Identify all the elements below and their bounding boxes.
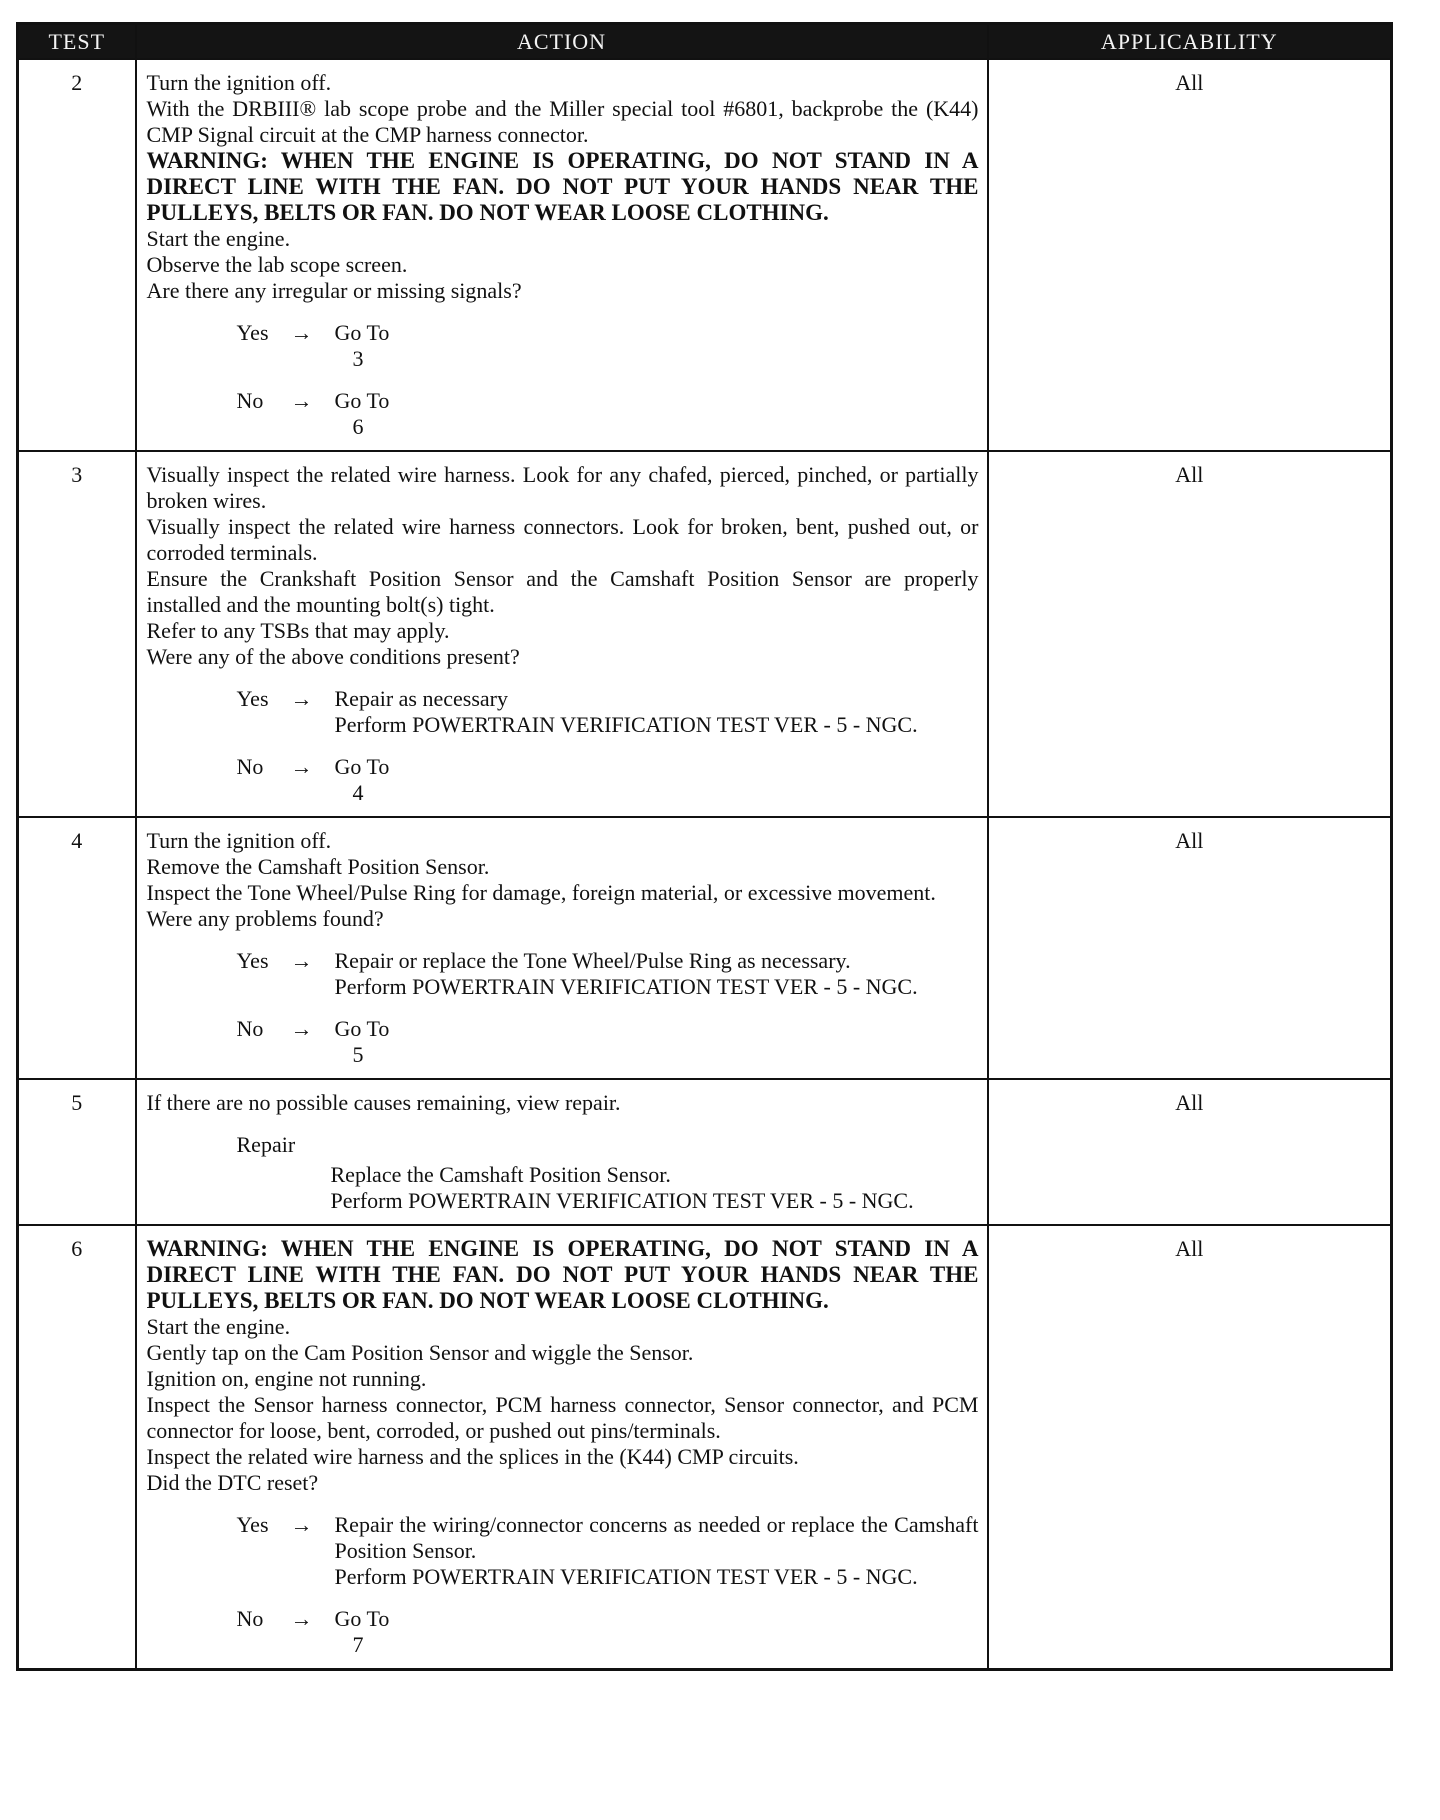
- action-step: Ensure the Crankshaft Position Sensor and the Camshaft Position Sensor are properly installed and the mounting bolt(s) tight.: [146, 566, 979, 617]
- goto-result: [335, 388, 979, 440]
- no-branch: [237, 754, 979, 806]
- yes-branch: [237, 1512, 979, 1590]
- right-arrow-icon: →: [290, 1606, 313, 1631]
- action-question: Were any problems found?: [146, 906, 384, 931]
- action-step: Inspect the Tone Wheel/Pulse Ring for damage, foreign material, or excessive movement.: [146, 880, 936, 905]
- warning-text: WARNING: WHEN THE ENGINE IS OPERATING, DO NOT STAND IN A DIRECT LINE WITH THE FAN. DO NOT PUT YOUR HANDS NEAR THE PULLEYS, BELTS OR FAN. DO NOT WEAR LOOSE CLOTHING.: [146, 1236, 979, 1313]
- action-cell: [136, 451, 988, 817]
- goto-result: [335, 1016, 979, 1068]
- right-arrow-icon: →: [290, 686, 313, 711]
- header-row: [18, 24, 1392, 60]
- no-label: No: [236, 754, 264, 779]
- action-cell: [136, 1079, 988, 1225]
- yes-branch: [237, 686, 979, 738]
- applicability-cell: All: [988, 1225, 1392, 1670]
- action-step: Ignition on, engine not running.: [146, 1366, 427, 1391]
- header-applicability: APPLICABILITY: [988, 24, 1392, 60]
- action-step: Refer to any TSBs that may apply.: [146, 618, 450, 643]
- result-line: Perform POWERTRAIN VERIFICATION TEST VER - 5 - NGC.: [334, 1564, 918, 1589]
- action-step: Turn the ignition off.: [146, 828, 332, 853]
- action-step: Observe the lab scope screen.: [146, 252, 408, 277]
- applicability-cell: All: [988, 1079, 1392, 1225]
- goto-number: 7: [352, 1632, 364, 1657]
- result-line: Repair as necessary: [334, 686, 508, 711]
- test-row-3: [18, 451, 1392, 817]
- result-line: Repair the wiring/connector concerns as needed or replace the Camshaft Position Sensor.: [334, 1512, 979, 1563]
- action-step: Gently tap on the Cam Position Sensor and wiggle the Sensor.: [146, 1340, 694, 1365]
- right-arrow-icon: →: [290, 948, 313, 973]
- result-line: Replace the Camshaft Position Sensor.: [330, 1162, 671, 1187]
- test-row-5: [18, 1079, 1392, 1225]
- no-branch: [237, 1606, 979, 1658]
- goto-number: 3: [352, 346, 364, 371]
- applicability-cell: All: [988, 59, 1392, 451]
- yes-result: [335, 1512, 979, 1590]
- action-step: Inspect the Sensor harness connector, PCM harness connector, Sensor connector, and PCM connector for loose, bent, corroded, or pushed out pins/terminals.: [146, 1392, 979, 1443]
- no-branch: [237, 388, 979, 440]
- action-step: Remove the Camshaft Position Sensor.: [146, 854, 490, 879]
- action-step: With the DRBIII® lab scope probe and the Miller special tool #6801, backprobe the (K44) CMP Signal circuit at the CMP harness connector.: [146, 96, 979, 147]
- action-step: Start the engine.: [146, 226, 291, 251]
- test-number: 6: [18, 1225, 136, 1670]
- right-arrow-icon: →: [290, 1512, 313, 1537]
- right-arrow-icon: →: [290, 1016, 313, 1041]
- yes-label: Yes: [236, 686, 269, 711]
- goto-number: 5: [352, 1042, 364, 1067]
- yes-label: Yes: [236, 1512, 269, 1537]
- repair-label: Repair: [236, 1132, 296, 1157]
- no-label: No: [236, 1606, 264, 1631]
- repair-branch: [237, 1132, 979, 1214]
- applicability-cell: All: [988, 817, 1392, 1079]
- applicability-cell: All: [988, 451, 1392, 817]
- test-number: 4: [18, 817, 136, 1079]
- action-question: Did the DTC reset?: [146, 1470, 319, 1495]
- goto-number: 4: [352, 780, 364, 805]
- yes-branch: [237, 948, 979, 1000]
- goto-result: [335, 754, 979, 806]
- goto-label: Go To: [334, 1606, 390, 1631]
- action-question: Are there any irregular or missing signals?: [146, 278, 522, 303]
- goto-number: 6: [352, 414, 364, 439]
- result-line: Perform POWERTRAIN VERIFICATION TEST VER - 5 - NGC.: [334, 712, 918, 737]
- action-cell: [136, 1225, 988, 1670]
- goto-label: Go To: [334, 320, 390, 345]
- test-number: 5: [18, 1079, 136, 1225]
- no-branch: [237, 1016, 979, 1068]
- no-label: No: [236, 1016, 264, 1041]
- header-action: ACTION: [136, 24, 988, 60]
- goto-result: [335, 320, 979, 372]
- goto-label: Go To: [334, 388, 390, 413]
- test-row-2: [18, 59, 1392, 451]
- test-number: 3: [18, 451, 136, 817]
- yes-result: [335, 948, 979, 1000]
- action-cell: [136, 59, 988, 451]
- yes-branch: [237, 320, 979, 372]
- goto-result: [335, 1606, 979, 1658]
- repair-result: [331, 1162, 979, 1214]
- no-label: No: [236, 388, 264, 413]
- diagnostic-test-table: [16, 22, 1393, 1671]
- result-line: Perform POWERTRAIN VERIFICATION TEST VER - 5 - NGC.: [334, 974, 918, 999]
- action-step: Inspect the related wire harness and the splices in the (K44) CMP circuits.: [146, 1444, 799, 1469]
- action-cell: [136, 817, 988, 1079]
- action-step: Turn the ignition off.: [146, 70, 332, 95]
- goto-label: Go To: [334, 1016, 390, 1041]
- action-question: Were any of the above conditions present?: [146, 644, 520, 669]
- action-step: Visually inspect the related wire harness. Look for any chafed, pierced, pinched, or partially broken wires.: [146, 462, 979, 513]
- result-line: Perform POWERTRAIN VERIFICATION TEST VER - 5 - NGC.: [330, 1188, 914, 1213]
- yes-result: [335, 686, 979, 738]
- action-step: Visually inspect the related wire harness connectors. Look for broken, bent, pushed out, or corroded terminals.: [146, 514, 979, 565]
- right-arrow-icon: →: [290, 320, 313, 345]
- right-arrow-icon: →: [290, 754, 313, 779]
- yes-label: Yes: [236, 948, 269, 973]
- test-number: 2: [18, 59, 136, 451]
- warning-text: WARNING: WHEN THE ENGINE IS OPERATING, DO NOT STAND IN A DIRECT LINE WITH THE FAN. DO NOT PUT YOUR HANDS NEAR THE PULLEYS, BELTS OR FAN. DO NOT WEAR LOOSE CLOTHING.: [146, 148, 979, 225]
- goto-label: Go To: [334, 754, 390, 779]
- yes-label: Yes: [236, 320, 269, 345]
- test-row-4: [18, 817, 1392, 1079]
- result-line: Repair or replace the Tone Wheel/Pulse Ring as necessary.: [334, 948, 851, 973]
- action-step: If there are no possible causes remaining, view repair.: [146, 1090, 621, 1115]
- action-step: Start the engine.: [146, 1314, 291, 1339]
- header-test: TEST: [18, 24, 136, 60]
- right-arrow-icon: →: [290, 388, 313, 413]
- diagnostic-page: [16, 22, 1390, 1671]
- test-row-6: [18, 1225, 1392, 1670]
